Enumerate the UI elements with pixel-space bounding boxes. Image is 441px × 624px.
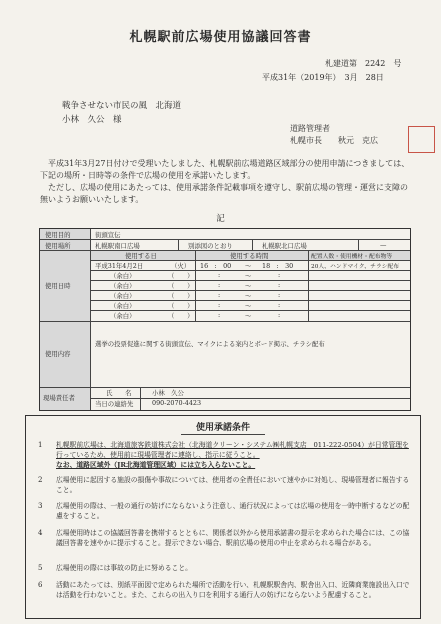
row-end: : [278, 301, 281, 309]
col-divider [90, 229, 91, 410]
manager-label: 現場責任者 [43, 394, 75, 402]
row-divider [40, 387, 410, 388]
condition-item-5: 広場使用の際には事故の防止に努めること。 [56, 564, 192, 572]
issuer-name: 札幌市長 秋元 克広 [290, 136, 378, 145]
content-label: 使用内容 [45, 350, 71, 358]
document-title: 札幌駅前広場使用協議回答書 [129, 30, 312, 45]
name-label: 氏 名 [106, 389, 132, 397]
conditions-box [25, 415, 421, 619]
place-dash: — [380, 241, 387, 249]
row-tilde: 〜 [245, 292, 252, 300]
place-note: 別添図のとおり [188, 242, 233, 250]
staff-header: 配置人数・使用機材・配布物等 [311, 254, 393, 260]
row-start: : [218, 271, 221, 279]
condition-item-3: 広場使用の際は、一般の通行の妨げにならないよう注意し、通行状況によっては広場の使用を一時中断するなどの配慮をすること。 [56, 502, 410, 520]
row-end: : [278, 311, 281, 319]
row-dow: （ ） [168, 272, 194, 280]
recipient-name: 小林 久公 様 [62, 115, 122, 125]
place-label: 使用場所 [45, 242, 71, 250]
document-date: 平成31年（2019年） 3月 28日 [262, 73, 384, 82]
row-tilde: 〜 [245, 302, 252, 310]
row-dow: （火） [171, 262, 191, 270]
datetime-label: 使用日時 [45, 282, 71, 290]
condition-number: 2 [38, 476, 43, 484]
row-start: : [218, 281, 221, 289]
row-date: （余白） [110, 272, 136, 280]
condition-number: 5 [38, 564, 43, 572]
row-divider [40, 321, 410, 322]
col-divider [358, 239, 359, 250]
row-tilde: 〜 [245, 282, 252, 290]
time-header: 使用する時間 [230, 252, 269, 260]
col-divider [178, 239, 179, 250]
row-end: : [278, 291, 281, 299]
condition-number: 3 [38, 502, 43, 510]
condition-1-note: なお、道路区域外（JR北海道管理区域）には立ち入らないこと。 [56, 461, 256, 469]
name-value: 小林 久公 [152, 389, 184, 397]
row-tilde: 〜 [245, 272, 252, 280]
row-end: : [278, 271, 281, 279]
recipient-organization: 戦争させない市民の風 北海道 [62, 101, 182, 111]
condition-item-2: 広場使用に起因する施設の損傷や事故については、使用者の全責任において速やかに対処し、現場管理者に報告すること。 [56, 476, 410, 494]
row-start: : [218, 311, 221, 319]
body-text: 平成31年3月27日付けで受理いたしました、札幌駅前広場道路区域部分の使用申請につきましては、下記の場所・日時等の条件で広場の使用を承諾いたします。 ただし、広場の使用にあたっては、使用承諾条件記載事項を遵守し、駅前広場の管理・運営に支障の無いようお願いいたします。 [40, 159, 410, 204]
issuer-title: 道路管理者 [290, 124, 330, 133]
purpose-label: 使用目的 [45, 231, 71, 239]
contact-label: 当日の連絡先 [95, 400, 134, 408]
row-staff: 20人、ハンドマイク、チラシ配布 [311, 264, 400, 270]
row-date: （余白） [110, 282, 136, 290]
ki-heading: 記 [216, 214, 225, 224]
condition-number: 1 [38, 441, 43, 449]
place-value: 札幌駅南口広場 [95, 242, 140, 250]
label-column-shade [40, 229, 90, 410]
purpose-value: 街頭宣伝 [95, 231, 121, 239]
row-dow: （ ） [168, 292, 194, 300]
row-start: : [218, 291, 221, 299]
col-divider [308, 250, 309, 321]
condition-number: 4 [38, 529, 43, 537]
official-seal [408, 126, 435, 153]
title-underline [181, 434, 265, 435]
condition-1-text: 札幌駅前広場は、北海道旅客鉄道株式会社（北海道クリーン・システム㈱札幌支店 011-222-0504）が日常管理を行っているため、使用前に現場管理者に連絡し、指示に従うこと。 [56, 441, 409, 459]
usage-table [39, 228, 411, 411]
condition-item-4: 広場使用時はこの協議回答書を携帯するとともに、関係者以外から使用承諾書の提示を求められた場合には、この協議回答書を速やかに提示すること。提示できない場合、駅前広場の使用の中止を求められる場合がある。 [56, 529, 410, 547]
row-date: （余白） [110, 302, 136, 310]
col-divider [252, 239, 253, 250]
row-date: 平成31年4月2日 [95, 262, 144, 270]
contact-value: 090-2070-4423 [152, 399, 202, 407]
document-number: 札建道第 2242 号 [325, 59, 402, 68]
condition-item-1 [56, 440, 412, 470]
content-value: 選挙の投票促進に関する街頭宣伝、マイクによる案内とボード掲示、チラシ配布 [95, 340, 325, 348]
row-end: 18 : 30 [262, 262, 294, 270]
row-date: （余白） [110, 292, 136, 300]
col-divider [140, 387, 141, 410]
date-header: 使用する日 [125, 252, 157, 260]
row-dow: （ ） [168, 302, 194, 310]
condition-number: 6 [38, 581, 43, 589]
row-divider [90, 398, 410, 399]
row-end: : [278, 281, 281, 289]
row-tilde: 〜 [245, 312, 252, 320]
condition-item-6: 活動にあたっては、別紙平面図で定められた場所で活動を行い、札幌駅駅舎内、駅舎出入口、近隣商業施設出入口では活動を行わないこと。また、これらの出入り口を利用する通行人の妨げにならないよう配慮すること。 [56, 581, 410, 599]
row-start: 16 : 00 [200, 262, 232, 270]
row-tilde: 〜 [245, 262, 252, 270]
row-divider [40, 239, 410, 240]
row-dow: （ ） [168, 312, 194, 320]
col-divider [195, 250, 196, 321]
row-start: : [218, 301, 221, 309]
conditions-title: 使用承諾条件 [195, 423, 250, 433]
row-dow: （ ） [168, 282, 194, 290]
place-north: 札幌駅北口広場 [262, 242, 307, 250]
row-date: （余白） [110, 312, 136, 320]
